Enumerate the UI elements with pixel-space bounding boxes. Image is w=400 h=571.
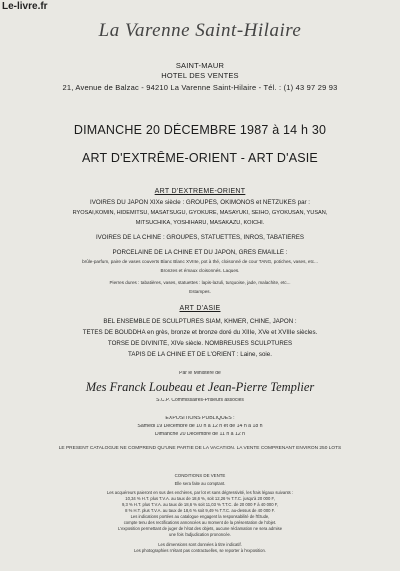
expo-sunday: Dimanche 20 Décembre de 11 h à 12 h bbox=[154, 432, 246, 437]
conditions-line: Elle sera faite au comptant. bbox=[174, 481, 226, 486]
watermark: Le-livre.fr bbox=[2, 1, 48, 12]
conditions-line: L'exposition permettant de juger de l'état des objets, aucune réclamation ne sera admise bbox=[117, 526, 283, 531]
ivoires-japon: IVOIRES DU JAPON XIXe siècle : GROUPES, OKIMONOS et NETZUKES par : bbox=[89, 199, 311, 206]
conditions-line: compte tenu des rectifications annoncées au moment de la présentation de l'objet. bbox=[123, 520, 277, 525]
conditions-line: 8 % H.T. plus T.V.A. au taux de 18,6 % soit 9,49 % T.T.C. au-dessus de 40 000 F. bbox=[125, 508, 275, 513]
conditions-line: Les photographies n'étant pas contractuelles, se reporter à l'exposition. bbox=[134, 548, 266, 553]
conditions-line: 10,34 % H.T. plus T.V.A. au taux de 18,6 %, soit 12,26 % T.T.C. jusqu'à 20 000 F, bbox=[125, 496, 275, 501]
pierres-desc-1: Pierres dures : tabatières, vases, statuettes : lapis-lazuli, turquoise, jade, malachite, etc... bbox=[109, 280, 291, 285]
catalogue-notice: LE PRÉSENT CATALOGUE NE COMPREND QU'UNE PARTIE DE LA VACATION. LA VENTE COMPRENANT ENVIRON 250 LOTS bbox=[58, 446, 342, 451]
artists-line-2: MITSUCHIKA, YOSHIHARU, MASAKAZU, KOICHI. bbox=[135, 220, 265, 226]
expo-saturday: Samedi 19 Décembre de 10 h à 12 h et de 14 h à 18 h bbox=[137, 424, 263, 429]
porcelaine-desc-1: brûle-parfum, paire de vases couverts Blanc Blanc XVIIIe, pot à thé, cloisonné de cour TANG, potiches, vases, etc... bbox=[82, 259, 318, 264]
conditions-line: une fois l'adjudication prononcée. bbox=[168, 532, 232, 537]
event-title: ART D'EXTRÊME-ORIENT - ART D'ASIE bbox=[82, 151, 318, 165]
asie-line-1: BEL ENSEMBLE DE SCULPTURES SIAM, KHMER, CHINE, JAPON : bbox=[103, 318, 297, 325]
section-heading-extreme-orient: ART D'EXTRÊME-ORIENT bbox=[154, 188, 246, 195]
section-heading-art-asie: ART D'ASIE bbox=[179, 305, 221, 312]
ivoires-chine: IVOIRES DE LA CHINE : GROUPES, STATUETTES, INROS, TABATIÈRES bbox=[95, 234, 305, 241]
asie-line-3: TORSE DE DIVINITÉ, XIVe siècle. NOMBREUSES SCULPTURES bbox=[107, 340, 293, 347]
ministere-label: Par le Ministère de bbox=[179, 371, 221, 376]
conditions-line: Les indications portées au catalogue engagent la responsabilité de l'Étude, bbox=[130, 514, 270, 519]
conditions-line: Les acquéreurs paieront en sus des enchères, par lot et sans dégressivité, les frais légaux suivants : bbox=[106, 490, 294, 495]
asie-line-4: TAPIS DE LA CHINE ET DE L'ORIENT : Laine, soie. bbox=[128, 351, 272, 358]
auctioneer-names: Mes Franck Loubeau et Jean-Pierre Templier bbox=[85, 380, 315, 394]
header-city: SAINT-MAUR bbox=[175, 61, 225, 70]
header-hotel: HOTEL DES VENTES bbox=[161, 71, 239, 80]
conditions-line: Les dimensions sont données à titre indicatif. bbox=[158, 542, 242, 547]
pierres-desc-2: Estampes. bbox=[189, 289, 211, 294]
porcelaine: PORCELAINE DE LA CHINE ET DU JAPON, GRÈS ÉMAILLÉ : bbox=[112, 249, 288, 256]
header-address: 21, Avenue de Balzac - 94210 La Varenne Saint-Hilaire - Tél. : (1) 43 97 29 93 bbox=[62, 83, 338, 92]
expo-heading: EXPOSITIONS PUBLIQUES : bbox=[165, 416, 235, 421]
asie-line-2: TÊTES DE BOUDDHA en grès, bronze et bronze doré du XIIIe, XVe et XVIIIe siècles. bbox=[82, 329, 318, 336]
porcelaine-desc-2: Bronzes et émaux cloisonnés. Laques. bbox=[160, 268, 240, 273]
event-date: DIMANCHE 20 DÉCEMBRE 1987 à 14 h 30 bbox=[73, 123, 327, 137]
brand-name: La Varenne Saint-Hilaire bbox=[98, 20, 302, 41]
conditions-line: 9,3 % H.T. plus T.V.A. au taux de 18,6 % soit 11,03 % T.T.C. de 20 000 F à 40 000 F, bbox=[121, 502, 279, 507]
conditions-heading: CONDITIONS DE VENTE bbox=[174, 473, 226, 478]
scp-label: S.C.P. Commissaires-Priseurs associés bbox=[156, 398, 244, 403]
artists-line-1: RYOSAI,KOMIN, HIDEMITSU, MASATSUGU, GYOKURE, MASAYUKI, SEIHO, GYOKUSAN, YUSAN, bbox=[72, 210, 328, 216]
